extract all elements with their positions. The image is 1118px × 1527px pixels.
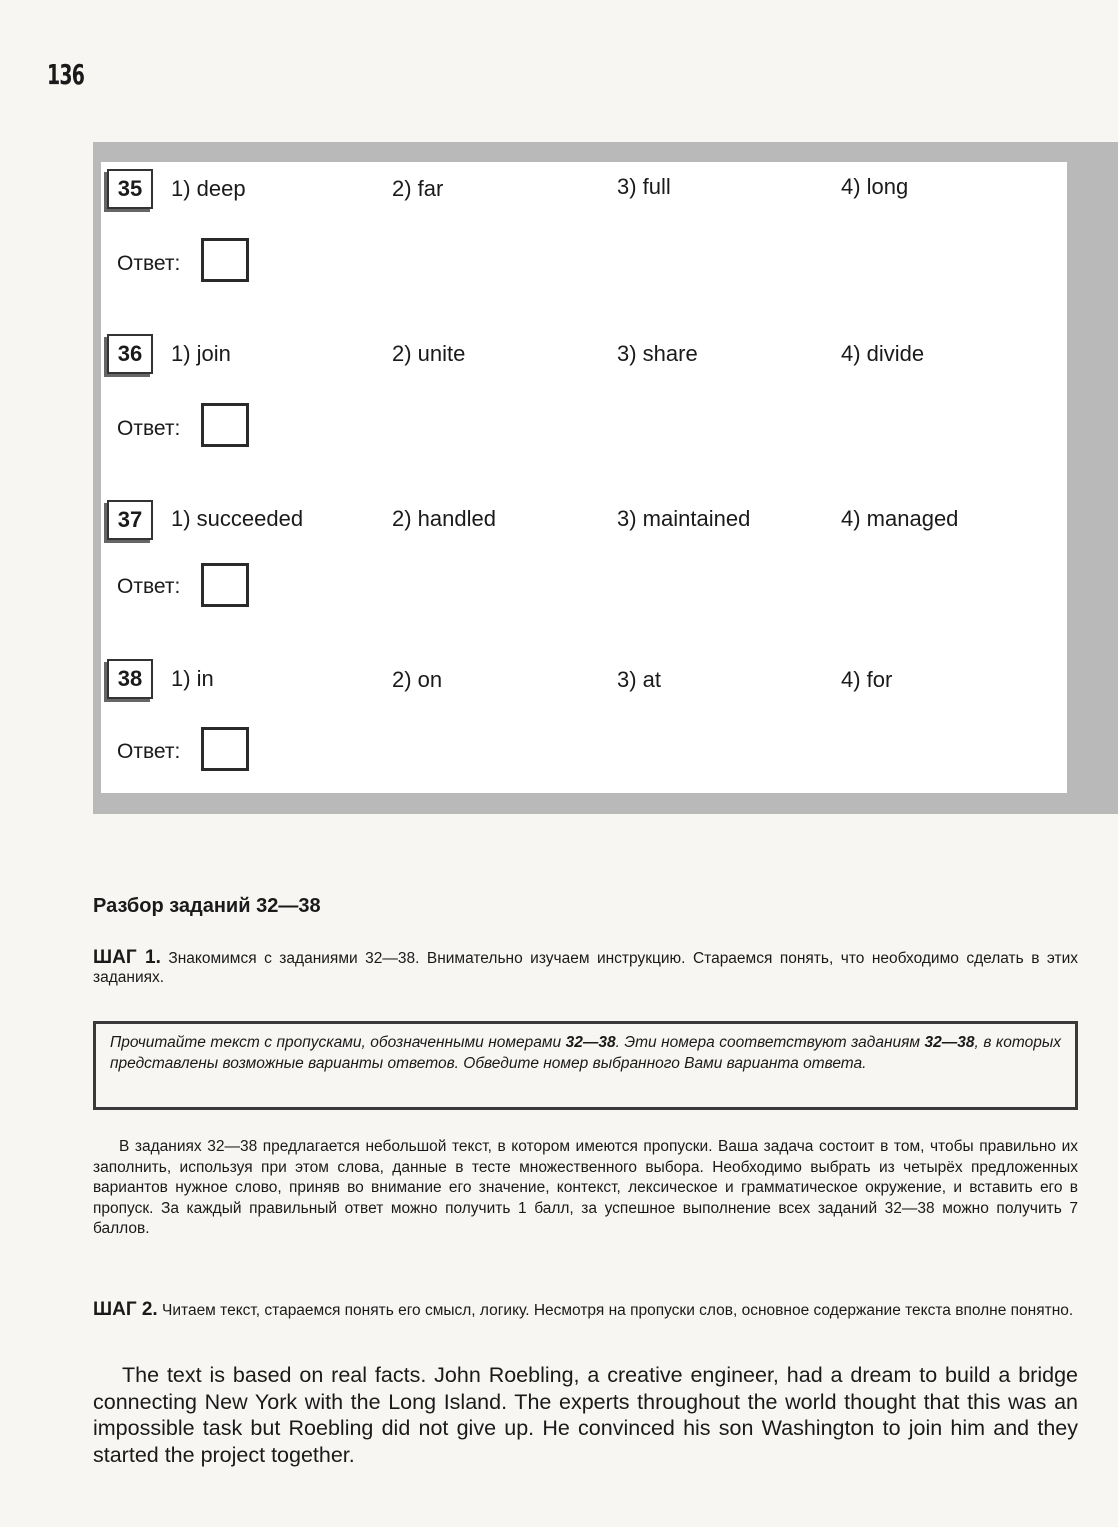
option-2[interactable]: 2) unite — [392, 341, 466, 366]
option-2[interactable]: 2) on — [392, 667, 443, 692]
task-number: 36 — [107, 334, 153, 374]
step-1-text: Знакомимся с заданиями 32—38. Внимательно изучаем инструкцию. Стараемся понять, что необходимо сделать в этих заданиях. — [93, 950, 1078, 986]
answer-box[interactable] — [201, 238, 249, 282]
option-2[interactable]: 2) handled — [392, 506, 496, 531]
answer-label: Ответ: — [117, 740, 181, 763]
option-3[interactable]: 3) full — [617, 174, 671, 199]
option-1[interactable]: 1) join — [171, 341, 231, 366]
option-4[interactable]: 4) long — [841, 174, 909, 199]
option-1[interactable]: 1) deep — [171, 176, 246, 201]
instruction-text-3: , в которых представлены возможные варианты ответов. Обведите номер выбранного Вами варианта ответа. — [110, 1034, 1061, 1072]
instruction-bold-2: 32—38 — [924, 1034, 975, 1051]
task-number: 37 — [107, 500, 153, 540]
task-number: 35 — [107, 169, 153, 209]
task-36 — [101, 327, 1067, 487]
instruction-box — [93, 1021, 1078, 1110]
answer-box[interactable] — [201, 563, 249, 607]
option-2[interactable]: 2) far — [392, 176, 444, 201]
section-title: Разбор заданий 32—38 — [93, 895, 321, 917]
option-4[interactable]: 4) divide — [841, 341, 925, 366]
page-number: 136 — [47, 58, 85, 91]
instruction-bold-1: 32—38 — [565, 1034, 616, 1051]
option-1[interactable]: 1) in — [171, 666, 214, 691]
instruction-text-2: . Эти номера соответствуют заданиям — [615, 1034, 925, 1051]
option-3[interactable]: 3) maintained — [617, 506, 751, 531]
answer-label: Ответ: — [117, 417, 181, 440]
option-4[interactable]: 4) managed — [841, 506, 959, 531]
option-1[interactable]: 1) succeeded — [171, 506, 304, 531]
answer-box[interactable] — [201, 727, 249, 771]
option-4[interactable]: 4) for — [841, 667, 893, 692]
answer-box[interactable] — [201, 403, 249, 447]
instruction-text-1: Прочитайте текст с пропусками, обозначенными номерами — [110, 1034, 566, 1051]
task-panel — [93, 142, 1118, 814]
option-3[interactable]: 3) at — [617, 667, 662, 692]
step-2-label: ШАГ 2. — [93, 1299, 158, 1320]
task-panel-inner — [101, 162, 1067, 793]
task-35 — [101, 162, 1067, 322]
story-text: The text is based on real facts. John Roebling, a creative engineer, had a dream to build a bridge connecting New York with the Long Island. The experts throughout the world thought that this was an impossible task but Roebling did not give up. He convinced his son Washington to join him and they started the project together. — [93, 1363, 1078, 1467]
option-3[interactable]: 3) share — [617, 341, 698, 366]
step-1 — [93, 948, 1078, 987]
answer-label: Ответ: — [117, 575, 181, 598]
answer-label: Ответ: — [117, 252, 181, 275]
task-38 — [101, 652, 1067, 812]
step-2 — [93, 1300, 1078, 1320]
step-2-text: Читаем текст, стараемся понять его смысл, логику. Несмотря на пропуски слов, основное содержание текста вполне понятно. — [162, 1302, 1074, 1319]
task-number: 38 — [107, 659, 153, 699]
explanation-paragraph: В заданиях 32—38 предлагается небольшой текст, в котором имеются пропуски. Ваша задача состоит в том, чтобы правильно их заполнить, используя при этом слова, данные в тесте множественного выбора. Необходимо выбрать из четырёх предложенных вариантов нужное слово, приняв во внимание его значение, контекст, лексическое и грамматическое окружение, и вставить его в пропуск. За каждый правильный ответ можно получить 1 балл, за успешное выполнение всех заданий 32—38 можно получить 7 баллов. — [93, 1138, 1078, 1237]
task-37 — [101, 492, 1067, 652]
step-1-label: ШАГ 1. — [93, 947, 161, 968]
